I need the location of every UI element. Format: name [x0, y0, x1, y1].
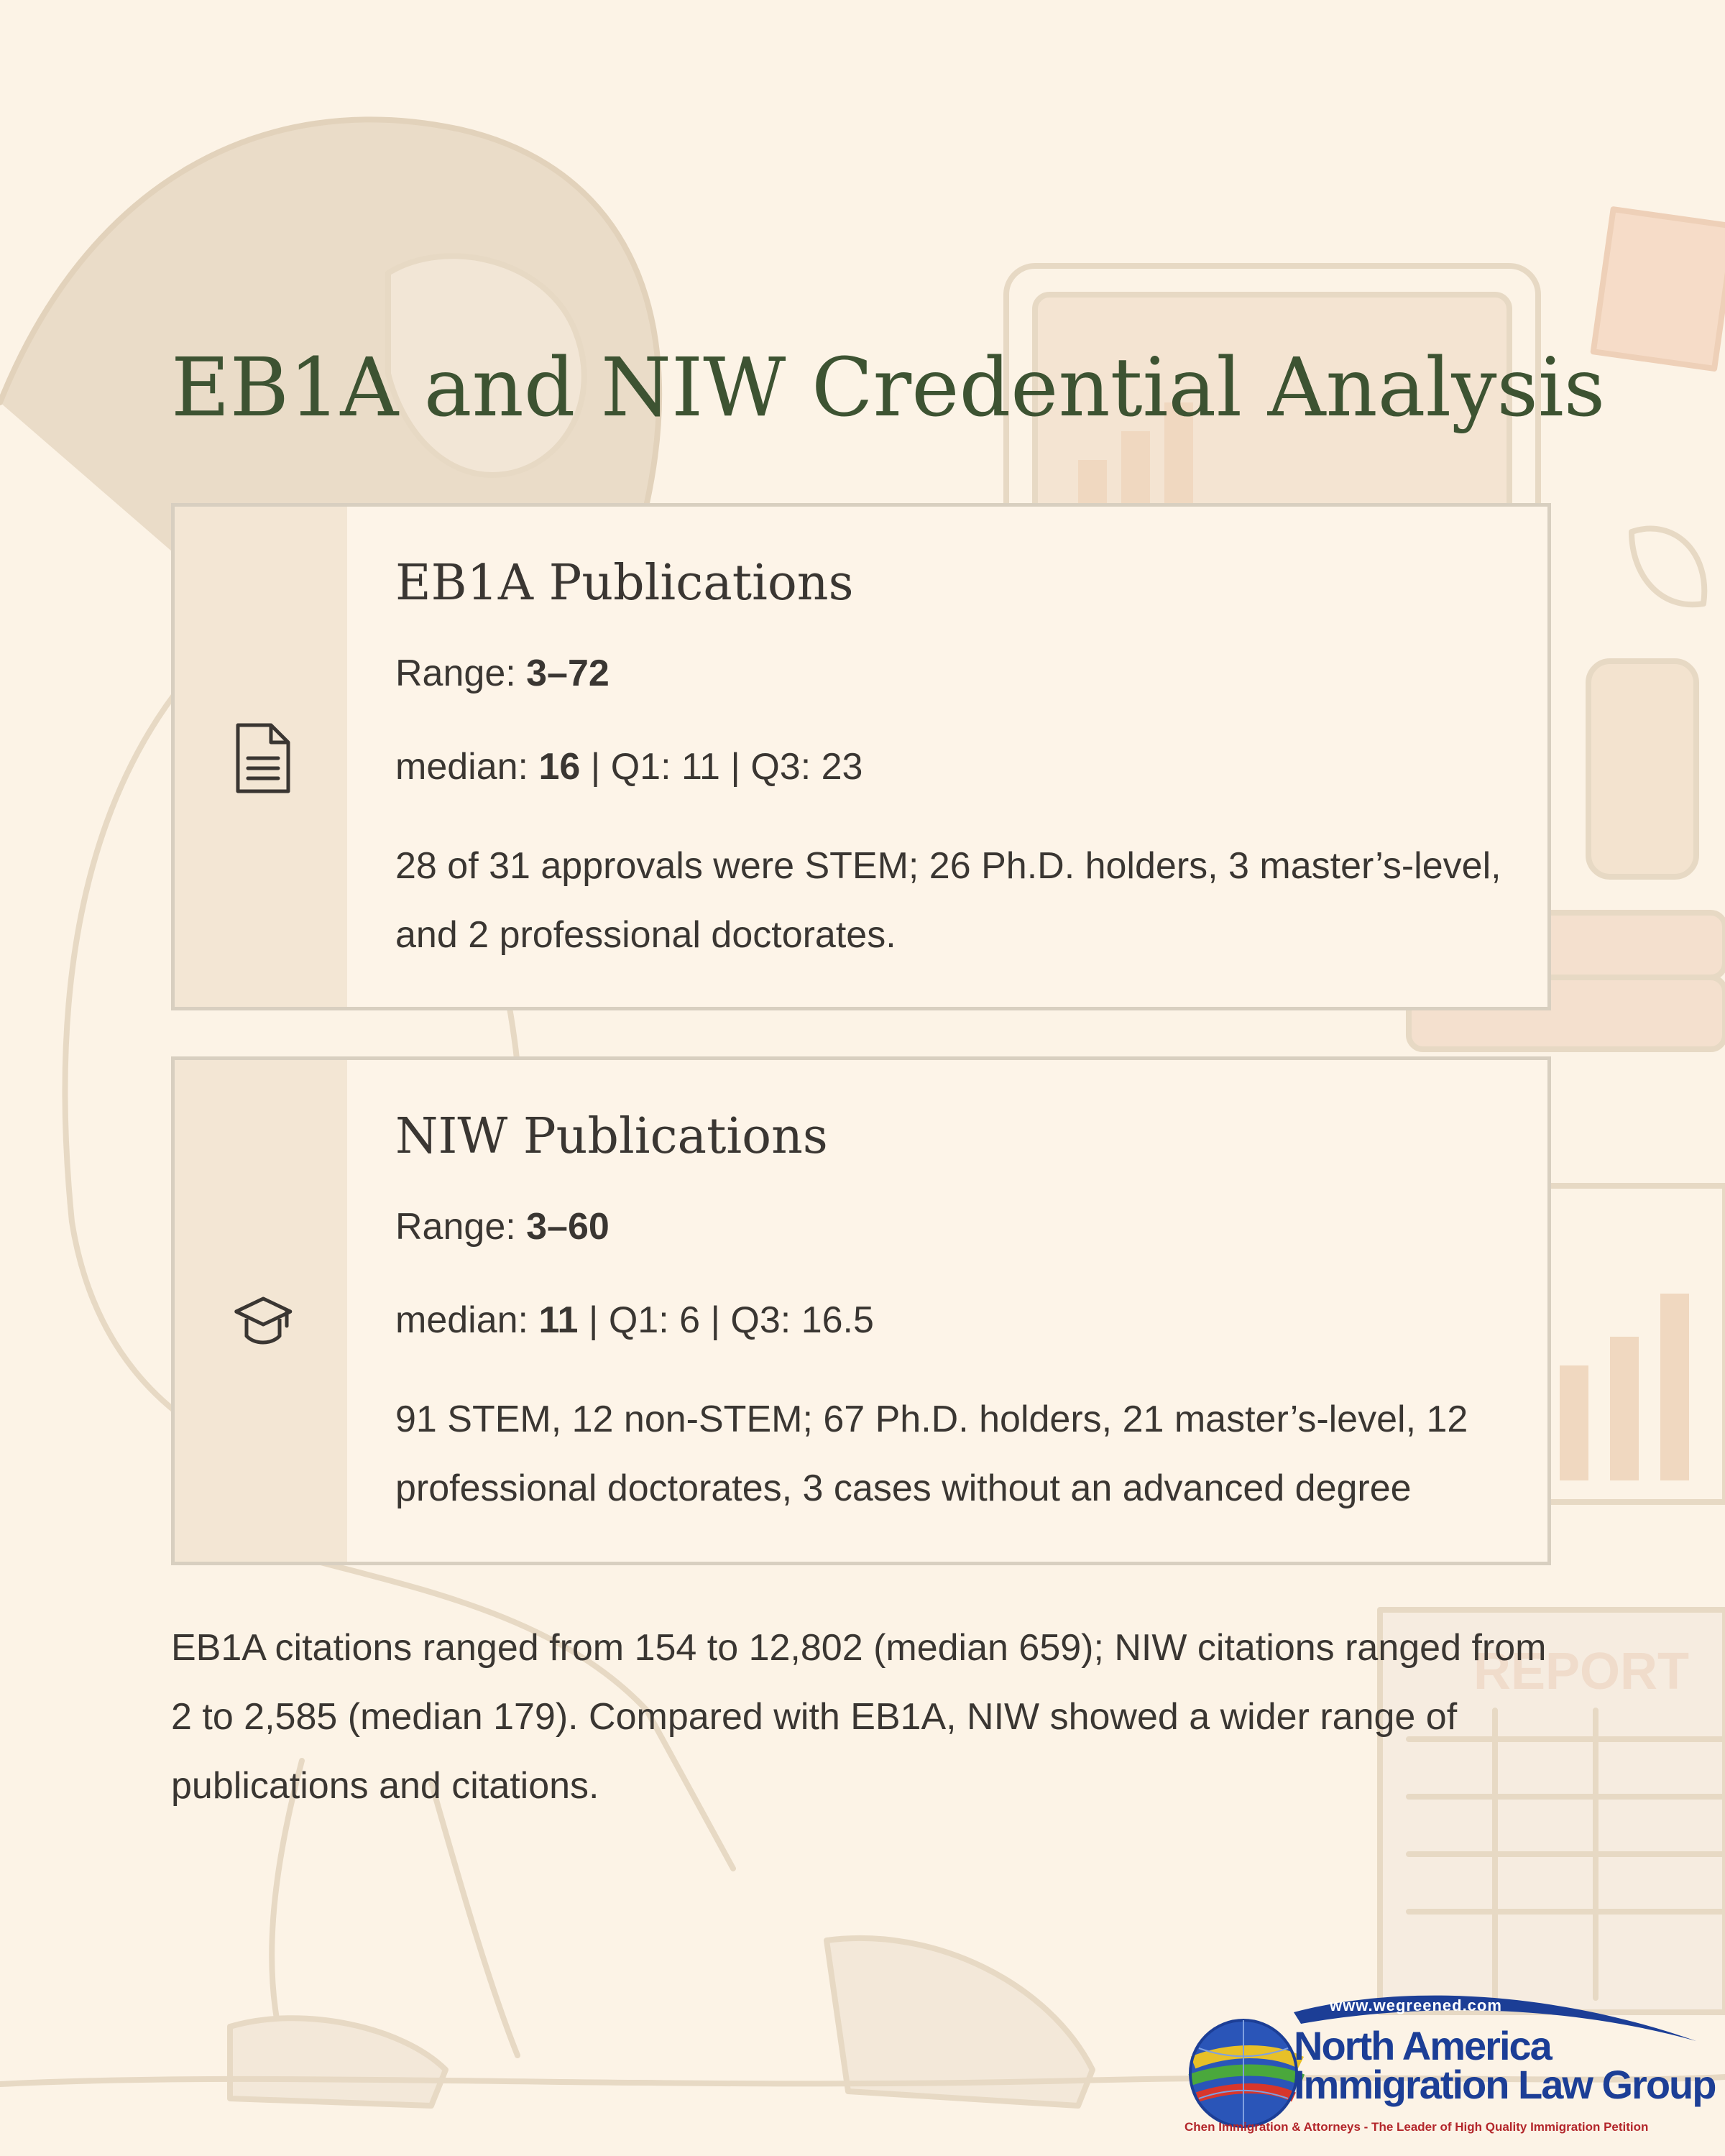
eb1a-q1: | Q1: 11: [580, 746, 720, 788]
logo-name: [1294, 2023, 1716, 2107]
logo-name-line1: North America: [1294, 2023, 1551, 2068]
logo-url: www.wegreened.com: [1330, 1996, 1502, 2014]
eb1a-range-value: 3–72: [526, 653, 610, 694]
company-logo: [1164, 1984, 1716, 2149]
eb1a-title: EB1A Publications: [395, 555, 854, 612]
eb1a-median-label: median:: [395, 746, 539, 788]
eb1a-range: [395, 648, 610, 699]
page-title: EB1A and NIW Credential Analysis: [171, 341, 1606, 435]
niw-q1: | Q1: 6: [578, 1299, 701, 1341]
niw-title: NIW Publications: [395, 1108, 828, 1165]
niw-stats: [395, 1295, 874, 1345]
niw-range-value: 3–60: [526, 1206, 610, 1248]
citations-summary: EB1A citations ranged from 154 to 12,802 (median 659); NIW citations ranged from 2 to 2,585 (median 179). Compared with EB1A, NIW showed a wider range of publications and citations.: [171, 1627, 1547, 1807]
niw-q3: | Q3: 16.5: [700, 1299, 874, 1341]
niw-median-label: median:: [395, 1299, 539, 1341]
eb1a-stats: [395, 742, 862, 792]
eb1a-card: [171, 503, 1551, 1010]
eb1a-icon-strip: [175, 507, 347, 1007]
niw-card: [171, 1056, 1551, 1565]
eb1a-note: 28 of 31 approvals were STEM; 26 Ph.D. holders, 3 master’s-level, and 2 professional doctorates.: [395, 845, 1501, 956]
eb1a-median-value: 16: [538, 746, 581, 788]
eb1a-q3: | Q3: 23: [719, 746, 863, 788]
niw-range: [395, 1202, 610, 1252]
eb1a-range-label: Range:: [395, 653, 527, 694]
logo-tagline: Chen Immigration & Attorneys - The Leader of High Quality Immigration Petition: [1184, 2120, 1649, 2134]
niw-median-value: 11: [538, 1299, 579, 1341]
niw-range-label: Range:: [395, 1206, 527, 1248]
niw-icon-strip: [175, 1060, 347, 1562]
graduation-cap-icon: [228, 1289, 297, 1360]
niw-note: 91 STEM, 12 non-STEM; 67 Ph.D. holders, 21 master’s-level, 12 professional doctorates, 3 cases without an advanced degree: [395, 1399, 1468, 1509]
logo-name-line2: Immigration Law Group: [1294, 2062, 1716, 2107]
report-watermark: REPORT: [1473, 1643, 1690, 1700]
document-icon: [234, 722, 291, 794]
